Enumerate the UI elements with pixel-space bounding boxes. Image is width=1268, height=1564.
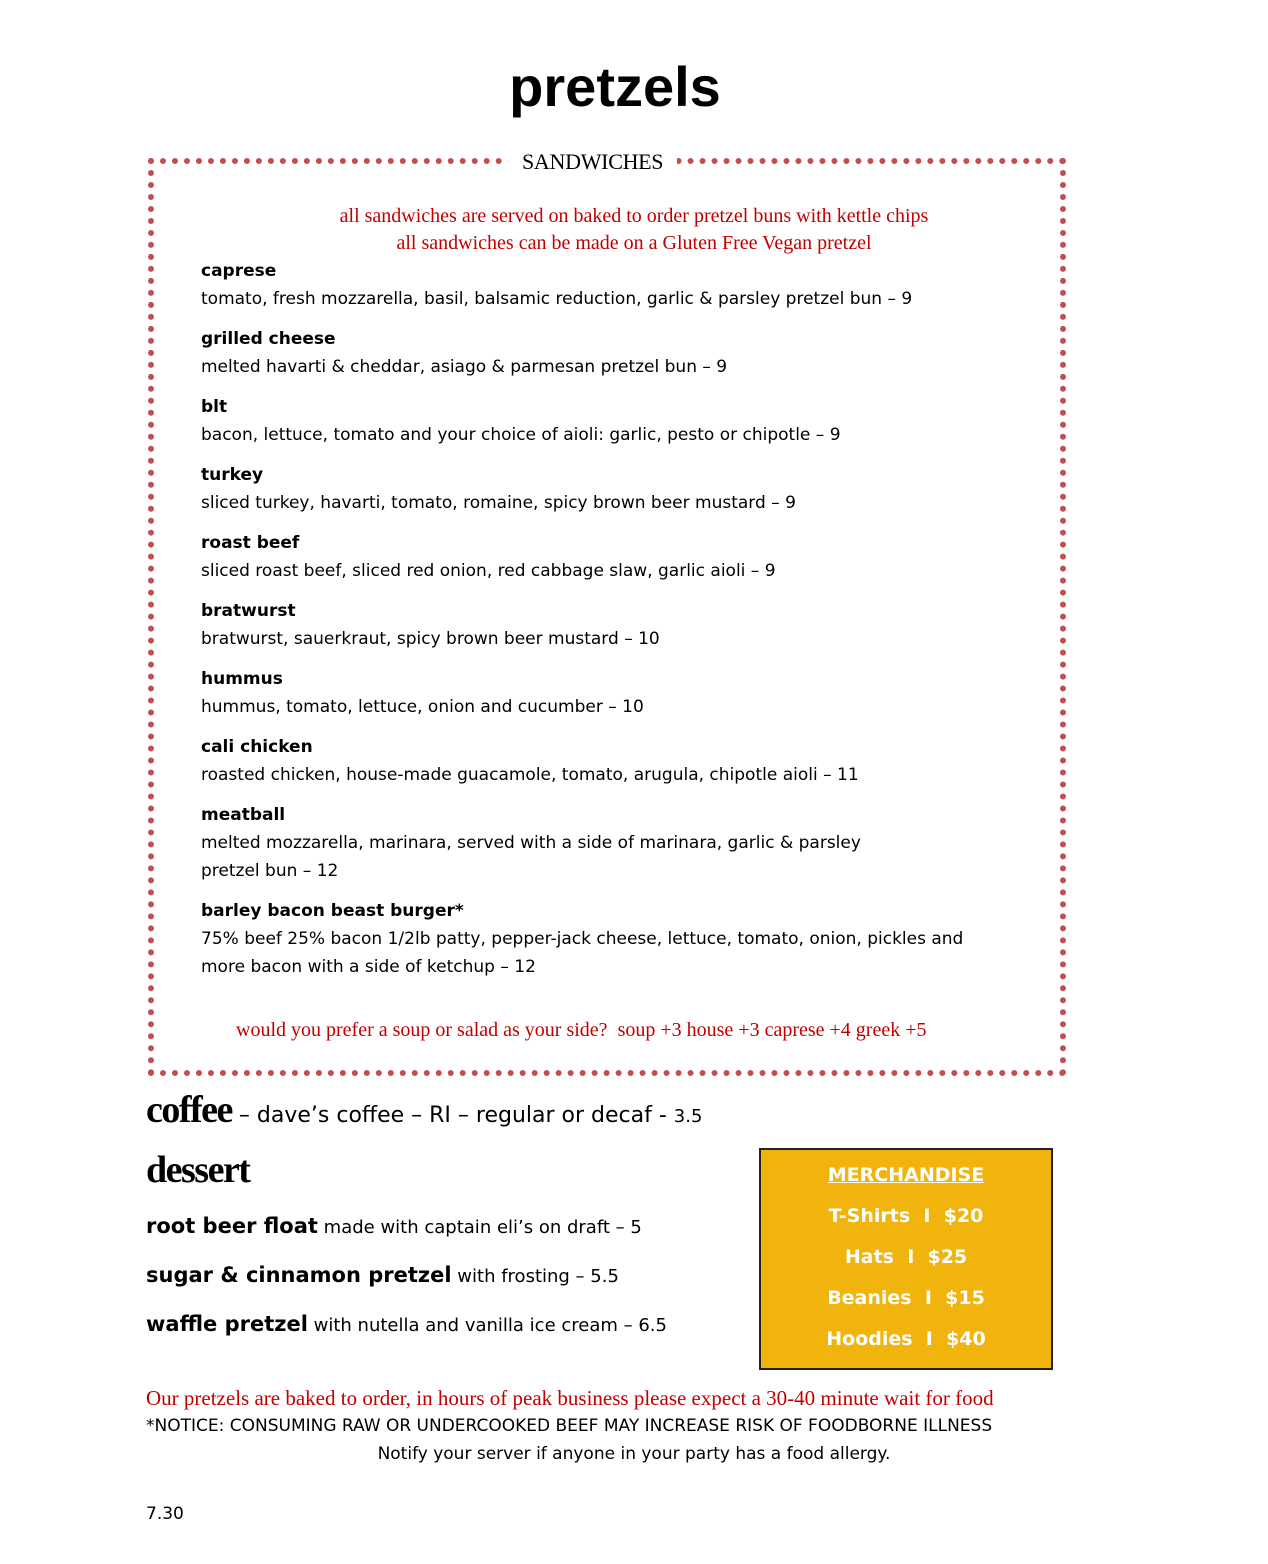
menu-item bbox=[201, 898, 1041, 981]
coffee-heading: coffee bbox=[146, 1089, 232, 1131]
menu-item-description: hummus, tomato, lettuce, onion and cucumber – 10 bbox=[201, 697, 644, 717]
sandwiches-heading: SANDWICHES bbox=[508, 146, 677, 178]
merchandise-item: Hats I $25 bbox=[844, 1246, 968, 1268]
wait-time-notice: Our pretzels are baked to order, in hours of peak business please expect a 30-40 minute wait for food bbox=[146, 1386, 994, 1410]
menu-item-description: melted havarti & cheddar, asiago & parmesan pretzel bun – 9 bbox=[201, 357, 728, 377]
menu-item-description: tomato, fresh mozzarella, basil, balsamic reduction, garlic & parsley pretzel bun – 9 bbox=[201, 289, 913, 309]
menu-item bbox=[201, 530, 1041, 585]
menu-item bbox=[201, 666, 1041, 721]
menu-item-name: cali chicken bbox=[201, 737, 313, 757]
menu-item-description: bratwurst, sauerkraut, spicy brown beer mustard – 10 bbox=[201, 629, 660, 649]
dessert-item bbox=[146, 1214, 746, 1263]
sandwiches-note: all sandwiches can be made on a Gluten Free Vegan pretzel bbox=[396, 232, 872, 254]
menu-item bbox=[201, 462, 1041, 517]
dessert-item bbox=[146, 1263, 746, 1312]
coffee-description: – dave’s coffee – RI – regular or decaf - bbox=[231, 1103, 674, 1128]
menu-item-name: meatball bbox=[201, 805, 286, 825]
merchandise-item: Hoodies I $40 bbox=[826, 1328, 986, 1350]
merchandise-box bbox=[759, 1148, 1053, 1370]
dessert-item-description: with frosting – 5.5 bbox=[451, 1266, 619, 1287]
dessert-heading: dessert bbox=[146, 1149, 250, 1191]
menu-item-description: roasted chicken, house-made guacamole, tomato, arugula, chipotle aioli – 11 bbox=[201, 765, 859, 785]
menu-item-description: bacon, lettuce, tomato and your choice of aioli: garlic, pesto or chipotle – 9 bbox=[201, 425, 841, 445]
menu-item bbox=[201, 734, 1041, 789]
merchandise-item: Beanies I $15 bbox=[827, 1287, 985, 1309]
side-upgrade-note: would you prefer a soup or salad as your side? soup +3 house +3 caprese +4 greek +5 bbox=[236, 1019, 927, 1041]
menu-item bbox=[201, 598, 1041, 653]
menu-item-description: sliced roast beef, sliced red onion, red cabbage slaw, garlic aioli – 9 bbox=[201, 561, 776, 581]
menu-item-description: 75% beef 25% bacon 1/2lb patty, pepper-jack cheese, lettuce, tomato, onion, pickles and more bacon with a side of ketchup – 12 bbox=[201, 929, 964, 977]
menu-item-name: barley bacon beast burger* bbox=[201, 901, 464, 921]
sandwiches-note: all sandwiches are served on baked to order pretzel buns with kettle chips bbox=[339, 205, 929, 227]
menu-item bbox=[201, 326, 1041, 381]
page-title: pretzels bbox=[509, 55, 721, 118]
merchandise-item: T-Shirts I $20 bbox=[828, 1205, 984, 1227]
menu-item bbox=[201, 394, 1041, 449]
dessert-item bbox=[146, 1312, 746, 1361]
merchandise-title: MERCHANDISE bbox=[827, 1164, 985, 1186]
menu-item bbox=[201, 802, 1041, 885]
dessert-item-name: waffle pretzel bbox=[146, 1312, 308, 1336]
menu-item-description: sliced turkey, havarti, tomato, romaine, spicy brown beer mustard – 9 bbox=[201, 493, 796, 513]
sandwich-list bbox=[201, 258, 1041, 994]
dessert-item-description: with nutella and vanilla ice cream – 6.5 bbox=[307, 1315, 667, 1336]
menu-item-name: roast beef bbox=[201, 533, 300, 553]
menu-item-name: turkey bbox=[201, 465, 264, 485]
raw-beef-notice: *NOTICE: CONSUMING RAW OR UNDERCOOKED BEEF MAY INCREASE RISK OF FOODBORNE ILLNESS bbox=[146, 1416, 993, 1436]
dessert-item-name: root beer float bbox=[146, 1214, 318, 1238]
coffee-section bbox=[146, 1088, 702, 1132]
menu-item bbox=[201, 258, 1041, 313]
dessert-list bbox=[146, 1214, 746, 1361]
dessert-item-name: sugar & cinnamon pretzel bbox=[146, 1263, 452, 1287]
menu-item-name: caprese bbox=[201, 261, 277, 281]
menu-item-name: blt bbox=[201, 397, 228, 417]
menu-item-name: hummus bbox=[201, 669, 283, 689]
menu-item-description: melted mozzarella, marinara, served with a side of marinara, garlic & parsley pretzel bun – 12 bbox=[201, 833, 861, 881]
coffee-price: 3.5 bbox=[673, 1106, 703, 1127]
menu-version: 7.30 bbox=[146, 1504, 184, 1524]
allergy-notice: Notify your server if anyone in your party has a food allergy. bbox=[377, 1444, 891, 1464]
menu-item-name: grilled cheese bbox=[201, 329, 336, 349]
dessert-item-description: made with captain eli’s on draft – 5 bbox=[317, 1217, 642, 1238]
menu-item-name: bratwurst bbox=[201, 601, 296, 621]
